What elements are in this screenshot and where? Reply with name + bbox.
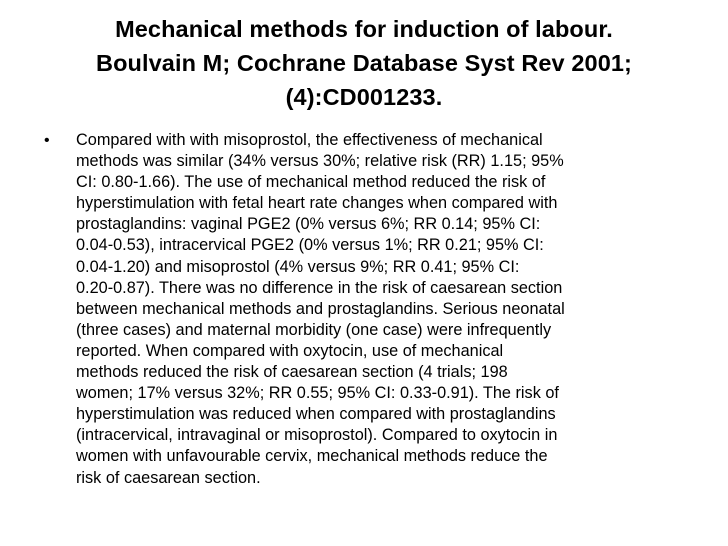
bullet-text-line: women; 17% versus 32%; RR 0.55; 95% CI: 0.33-0.91). The risk of (76, 384, 559, 403)
bullet-text-line: 0.04-1.20) and misoprostol (4% versus 9%; RR 0.41; 95% CI: (76, 257, 520, 276)
title-line: Boulvain M; Cochrane Database Syst Rev 2001; (96, 50, 632, 76)
bullet-text-line: Compared with with misoprostol, the effectiveness of mechanical (76, 131, 543, 149)
bullet-text-line: 0.04-0.53), intracervical PGE2 (0% versus 1%; RR 0.21; 95% CI: (76, 236, 544, 255)
bullet-text-line: between mechanical methods and prostaglandins. Serious neonatal (76, 299, 565, 318)
title-line: Mechanical methods for induction of labour. (115, 16, 613, 42)
bullet-item (44, 130, 694, 489)
bullet-text-line: risk of caesarean section. (76, 468, 261, 487)
bullet-text-line: methods was similar (34% versus 30%; relative risk (RR) 1.15; 95% (76, 152, 564, 171)
bullet-text (76, 130, 694, 489)
slide-body (44, 130, 694, 489)
bullet-text-line: hyperstimulation with fetal heart rate changes when compared with (76, 194, 558, 213)
bullet-text-line: methods reduced the risk of caesarean section (4 trials; 198 (76, 363, 508, 382)
bullet-text-line: women with unfavourable cervix, mechanical methods reduce the (76, 447, 548, 466)
bullet-text-line: prostaglandins: vaginal PGE2 (0% versus 6%; RR 0.14; 95% CI: (76, 215, 541, 234)
bullet-text-line: (three cases) and maternal morbidity (one case) were infrequently (76, 320, 552, 339)
bullet-icon: • (44, 132, 50, 149)
bullet-text-line: CI: 0.80-1.66). The use of mechanical method reduced the risk of (76, 173, 546, 192)
bullet-text-line: (intracervical, intravaginal or misoprostol). Compared to oxytocin in (76, 426, 558, 445)
title-line: (4):CD001233. (285, 84, 443, 110)
bullet-text-line: hyperstimulation was reduced when compared with prostaglandins (76, 405, 556, 424)
bullet-text-line: 0.20-0.87). There was no difference in the risk of caesarean section (76, 278, 563, 297)
slide-title (20, 12, 708, 114)
bullet-text-line: reported. When compared with oxytocin, use of mechanical (76, 341, 504, 360)
